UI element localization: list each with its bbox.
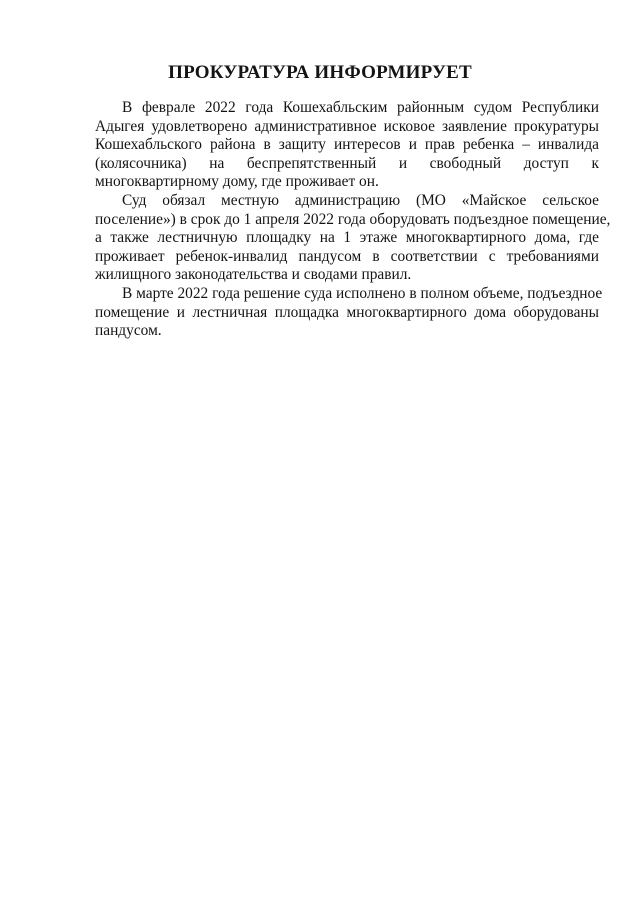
paragraph-line: проживает ребенок-инвалид пандусом в соответствии с требованиями <box>95 247 599 265</box>
paragraph-line: В марте 2022 года решение суда исполнено в полном объеме, подъездное <box>122 285 603 302</box>
page-title: ПРОКУРАТУРА ИНФОРМИРУЕТ <box>168 62 472 83</box>
paragraph-line: (колясочника) на беспрепятственный и свободный доступ к <box>95 154 599 172</box>
paragraph-line: Кошехабльского района в защиту интересов и прав ребенка – инвалида <box>95 136 599 153</box>
paragraph-line: жилищного законодательства и сводами правил. <box>95 266 412 283</box>
paragraph-1 <box>95 99 599 192</box>
paragraph-line: а также лестничную площадку на 1 этаже многоквартирного дома, где <box>95 229 599 246</box>
paragraph-3 <box>95 285 603 341</box>
paragraph-line: многоквартирному дому, где проживает он. <box>95 173 379 190</box>
paragraph-line: пандусом. <box>95 322 162 339</box>
paragraph-line: Суд обязал местную администрацию (МО «Майское сельское <box>122 192 599 209</box>
paragraph-2 <box>95 192 611 285</box>
paragraph-line: Адыгея удовлетворено административное исковое заявление прокуратуры <box>95 117 599 135</box>
paragraph-line: поселение») в срок до 1 апреля 2022 года оборудовать подъездное помещение, <box>95 210 611 228</box>
paragraph-line: помещение и лестничная площадка многоквартирного дома оборудованы <box>95 303 599 321</box>
paragraph-line: В феврале 2022 года Кошехабльским районным судом Республики <box>122 99 599 116</box>
